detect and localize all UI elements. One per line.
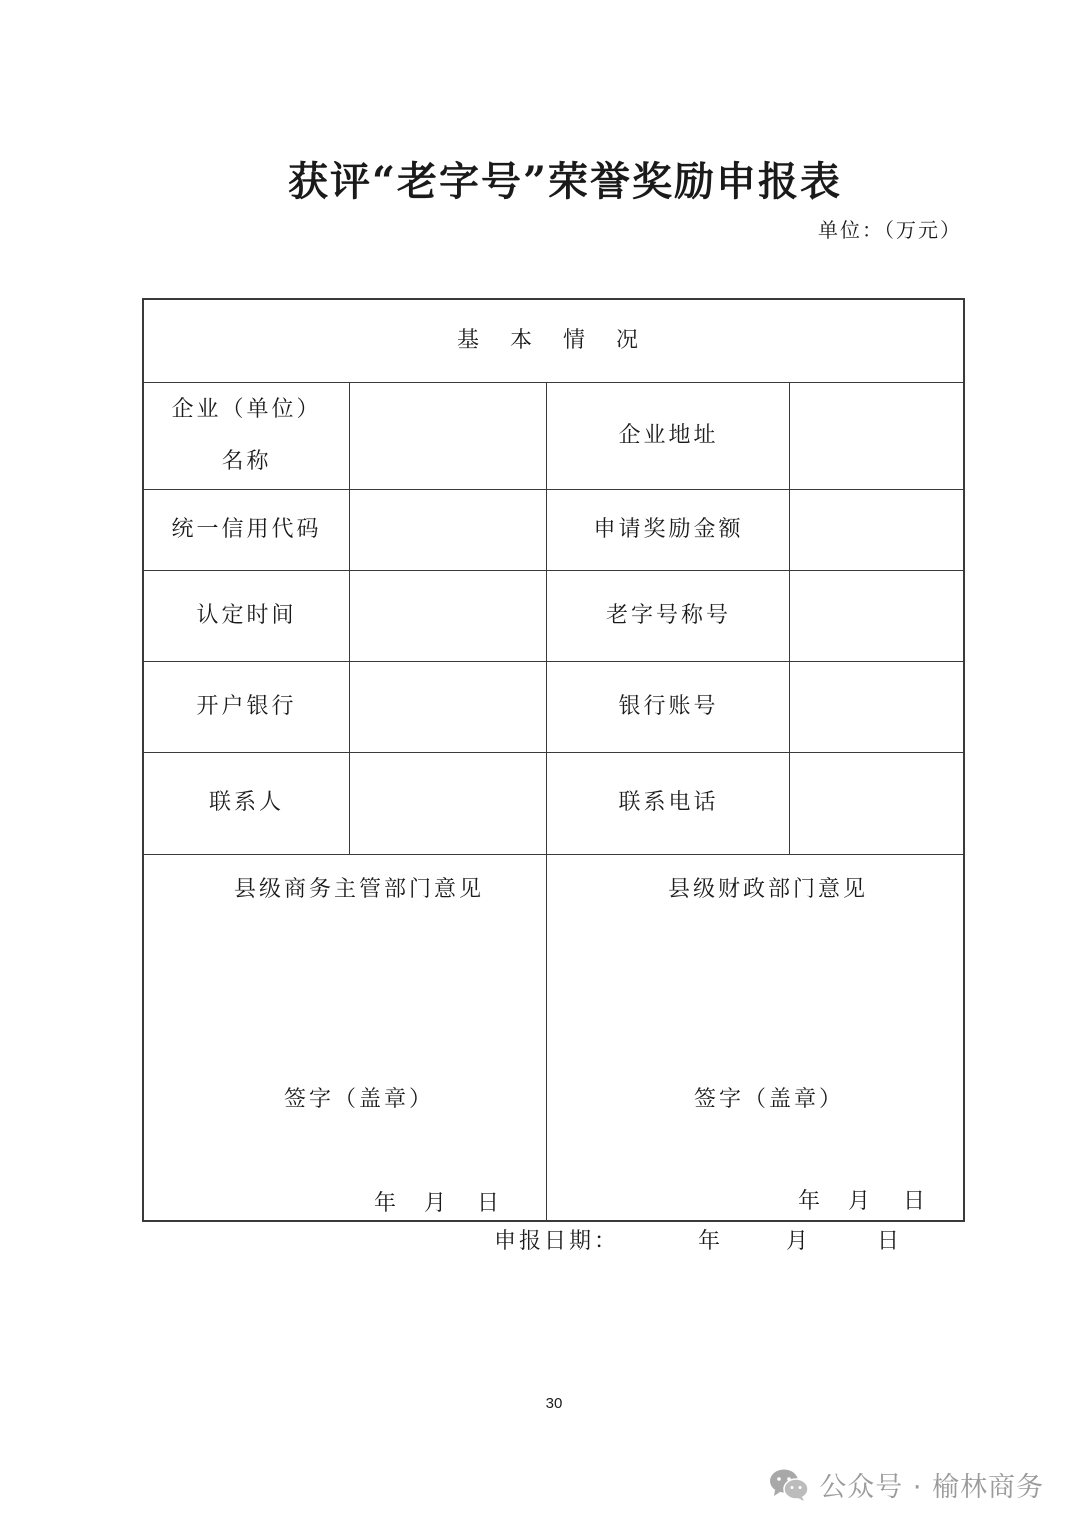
label-contact-person: 联系人 (208, 790, 284, 815)
field-certification-date[interactable] (351, 572, 545, 660)
finance-dept-opinion-area[interactable] (548, 856, 963, 1220)
field-bank-name[interactable] (351, 663, 545, 751)
label-credit-code: 统一信用代码 (171, 516, 322, 542)
declaration-day: 日 (877, 1229, 903, 1254)
wechat-icon (769, 1468, 809, 1502)
field-contact-phone[interactable] (791, 754, 961, 853)
commerce-dept-year: 年 (374, 1191, 397, 1216)
commerce-dept-opinion-title: 县级商务主管部门意见 (233, 877, 484, 902)
label-certification-date: 认定时间 (196, 602, 297, 628)
commerce-dept-day: 日 (477, 1191, 500, 1216)
label-company-address: 企业地址 (618, 422, 719, 448)
field-award-amount[interactable] (791, 491, 961, 569)
page-number: 30 (545, 1395, 563, 1412)
declaration-year: 年 (698, 1229, 724, 1254)
page-title: 获评“老字号”荣誉奖励申报表 (287, 158, 842, 205)
label-company-name (144, 382, 349, 489)
column-divider (546, 382, 547, 1220)
label-contact-phone: 联系电话 (618, 790, 719, 815)
label-brand-title: 老字号称号 (605, 602, 731, 628)
label-bank-name: 开户银行 (196, 693, 297, 719)
field-company-address[interactable] (791, 384, 961, 488)
label-company-name-line1: 企业（单位） (171, 396, 322, 422)
declaration-month: 月 (786, 1229, 812, 1254)
commerce-dept-opinion-area[interactable] (144, 856, 545, 1220)
field-company-name[interactable] (351, 384, 545, 488)
application-form-table (142, 298, 965, 1222)
watermark-text: 公众号 · 榆林商务 (819, 1472, 1044, 1503)
finance-dept-year: 年 (798, 1189, 821, 1214)
field-brand-title[interactable] (791, 572, 961, 660)
finance-dept-opinion-title: 县级财政部门意见 (667, 877, 868, 902)
label-company-name-line2: 名称 (221, 448, 272, 474)
finance-dept-month: 月 (848, 1189, 871, 1214)
column-divider (789, 382, 790, 854)
commerce-dept-month: 月 (424, 1191, 447, 1216)
field-contact-person[interactable] (351, 754, 545, 853)
unit-label: 单位：（万元） (818, 218, 962, 242)
watermark (769, 1465, 1044, 1504)
declaration-date-label: 申报日期： (494, 1229, 620, 1254)
field-credit-code[interactable] (351, 491, 545, 569)
row-divider (144, 854, 963, 855)
commerce-dept-sign-label: 签字（盖章） (284, 1087, 435, 1112)
finance-dept-sign-label: 签字（盖章） (694, 1087, 845, 1112)
field-bank-account[interactable] (791, 663, 961, 751)
label-bank-account: 银行账号 (618, 693, 719, 719)
label-award-amount: 申请奖励金额 (593, 516, 744, 542)
section-header-basic-info: 基 本 情 况 (457, 328, 650, 353)
column-divider (349, 382, 350, 854)
finance-dept-day: 日 (903, 1189, 926, 1214)
